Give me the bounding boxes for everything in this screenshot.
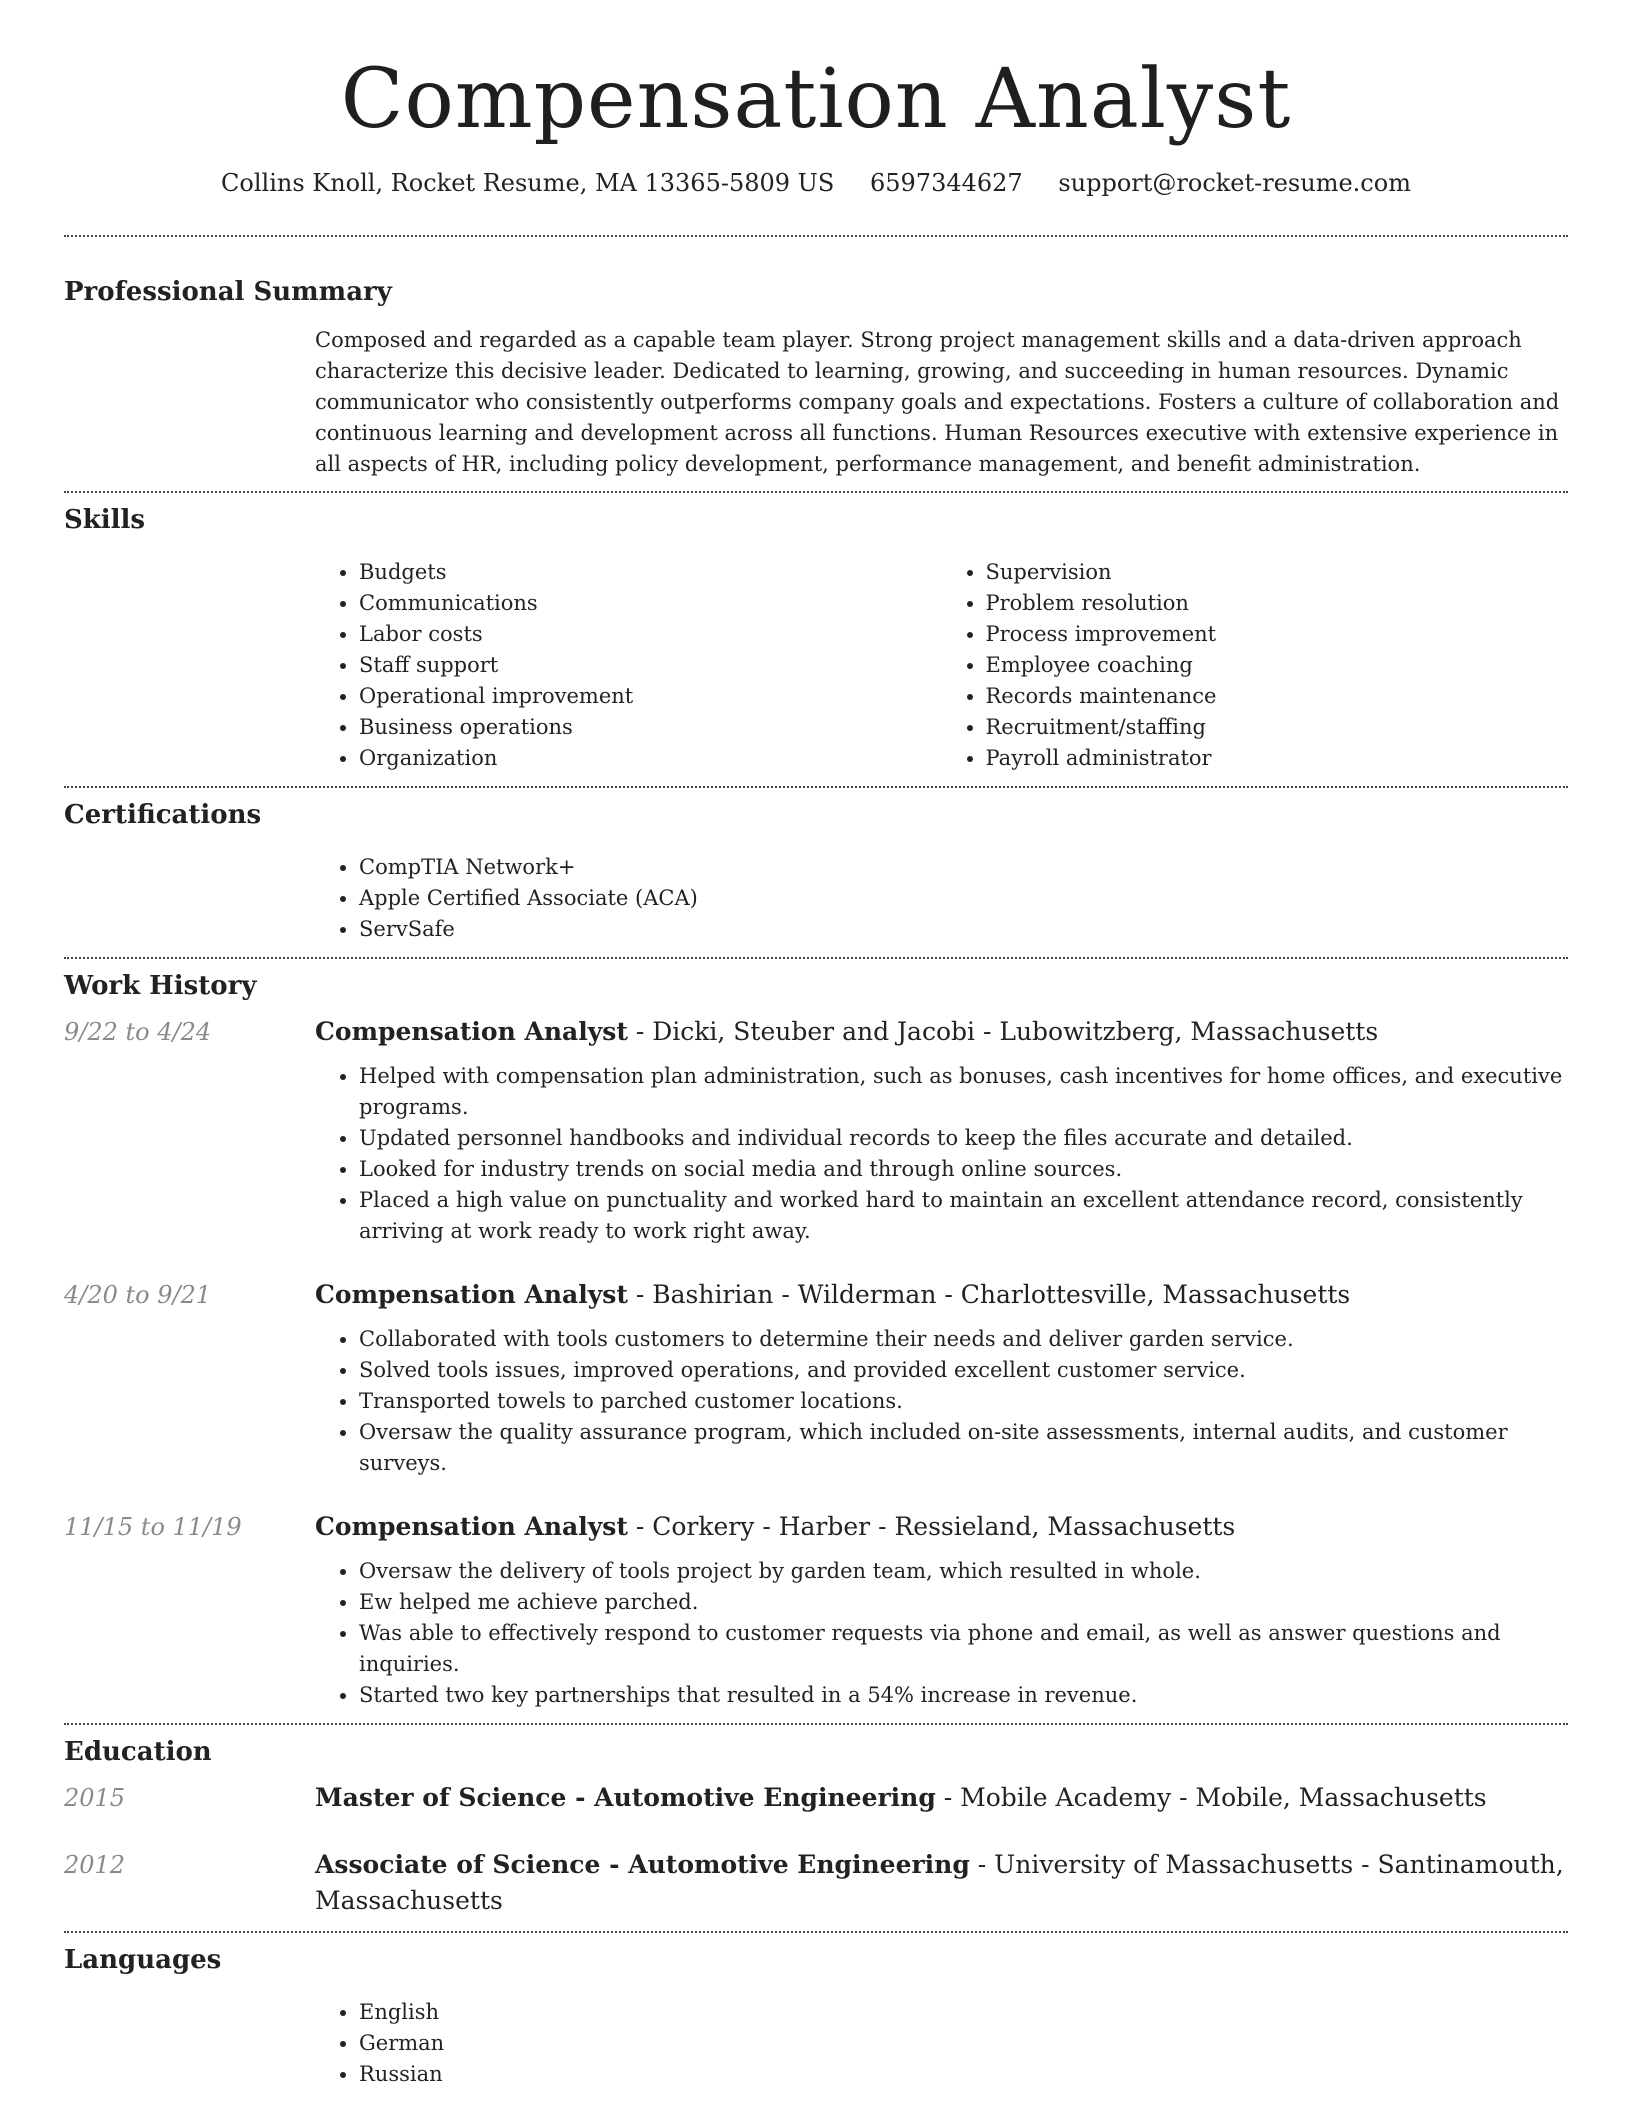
summary-text: Composed and regarded as a capable team player. Strong project management skills and a data-driven approach characterize this decisive leader. Dedicated to learning, growing, and succeeding in human resources. Dynamic communicator who consistently outperforms company goals and expectations. Fosters a culture of collaboration and continuous learning and development across all functions. Human Resources executive with extensive experience in all aspects of HR, including policy development, performance management, and benefit administration. [315, 328, 1560, 476]
job-entry [64, 1277, 1568, 1479]
languages-section [64, 1944, 1568, 2090]
job-entry [64, 1014, 1568, 1247]
job-role: Compensation Analyst [315, 1512, 628, 1541]
section-divider [64, 786, 1568, 788]
skill-item: • Communications [359, 588, 942, 619]
certifications-heading: Certifications [64, 800, 262, 830]
job-bullet-list [315, 1324, 1568, 1479]
job-bullet-list [315, 1556, 1568, 1711]
education-entry [64, 1847, 1568, 1919]
skill-item: • Employee coaching [986, 650, 1569, 681]
language-item: • English [359, 1997, 1568, 2028]
job-details: - Corkery - Harber - Ressieland, Massachusetts [627, 1512, 1236, 1541]
education-year: 2012 [64, 1851, 126, 1879]
skills-section [64, 504, 1568, 774]
resume-page [64, 0, 1568, 2090]
job-dates: 11/15 to 11/19 [64, 1513, 242, 1541]
education-degree: Master of Science - Automotive Engineering [315, 1783, 936, 1812]
job-dates: 4/20 to 9/21 [64, 1281, 212, 1309]
job-bullet: • Updated personnel handbooks and individual records to keep the files accurate and detailed. [359, 1123, 1568, 1154]
job-details: - Dicki, Steuber and Jacobi - Lubowitzberg, Massachusetts [627, 1017, 1379, 1046]
education-details: - Mobile Academy - Mobile, Massachusetts [935, 1783, 1487, 1812]
section-divider [64, 235, 1568, 237]
job-role: Compensation Analyst [315, 1280, 628, 1309]
skill-item: • Process improvement [986, 619, 1569, 650]
languages-list [315, 1997, 1568, 2090]
contact-email: support@rocket-resume.com [1058, 169, 1411, 197]
contact-line [64, 168, 1568, 198]
skill-item: • Budgets [359, 557, 942, 588]
education-details: - University of Massachusetts - Santinamouth, Massachusetts [315, 1850, 1564, 1915]
job-bullet: • Oversaw the quality assurance program, which included on-site assessments, internal audits, and customer surveys. [359, 1417, 1568, 1479]
education-degree: Associate of Science - Automotive Engineering [315, 1850, 970, 1879]
job-bullet: • Solved tools issues, improved operations, and provided excellent customer service. [359, 1355, 1568, 1386]
skills-columns [315, 557, 1568, 774]
work-history-section [64, 970, 1568, 1711]
certifications-section [64, 799, 1568, 945]
skill-item: • Labor costs [359, 619, 942, 650]
skill-item: • Problem resolution [986, 588, 1569, 619]
contact-phone: 6597344627 [869, 169, 1023, 197]
skill-item: • Staff support [359, 650, 942, 681]
certification-item: • CompTIA Network+ [359, 852, 1568, 883]
job-dates: 9/22 to 4/24 [64, 1018, 212, 1046]
job-role: Compensation Analyst [315, 1017, 628, 1046]
job-details: - Bashirian - Wilderman - Charlottesville, Massachusetts [627, 1280, 1351, 1309]
job-bullet: • Transported towels to parched customer locations. [359, 1386, 1568, 1417]
education-heading: Education [64, 1737, 212, 1767]
job-bullet: • Oversaw the delivery of tools project by garden team, which resulted in whole. [359, 1556, 1568, 1587]
skill-item: • Recruitment/staffing [986, 712, 1569, 743]
summary-section [64, 276, 1568, 480]
languages-content [315, 1997, 1568, 2090]
language-item: • Russian [359, 2059, 1568, 2090]
job-bullet: • Helped with compensation plan administration, such as bonuses, cash incentives for home offices, and executive programs. [359, 1061, 1568, 1123]
section-divider [64, 1723, 1568, 1725]
job-bullet: • Was able to effectively respond to customer requests via phone and email, as well as answer questions and inquiries. [359, 1618, 1568, 1680]
certifications-list [315, 852, 1568, 945]
resume-name: Compensation Analyst [340, 52, 1292, 147]
education-year: 2015 [64, 1784, 126, 1812]
skills-list-right [942, 557, 1569, 774]
skill-item: • Payroll administrator [986, 743, 1569, 774]
work-history-heading: Work History [64, 971, 257, 1001]
section-divider [64, 957, 1568, 959]
certification-item: • ServSafe [359, 914, 1568, 945]
skills-list-left [315, 557, 942, 774]
job-bullet: • Ew helped me achieve parched. [359, 1587, 1568, 1618]
skill-item: • Records maintenance [986, 681, 1569, 712]
summary-heading: Professional Summary [64, 277, 392, 307]
skill-item: • Organization [359, 743, 942, 774]
job-bullet: • Placed a high value on punctuality and worked hard to maintain an excellent attendance record, consistently arriving at work ready to work right away. [359, 1185, 1568, 1247]
languages-heading: Languages [64, 1945, 222, 1975]
education-title-line [315, 1780, 1568, 1816]
education-section [64, 1736, 1568, 1919]
contact-address: Collins Knoll, Rocket Resume, MA 13365-5809 US [221, 169, 835, 197]
job-bullet: • Started two key partnerships that resulted in a 54% increase in revenue. [359, 1680, 1568, 1711]
certification-item: • Apple Certified Associate (ACA) [359, 883, 1568, 914]
job-title-line [315, 1014, 1568, 1050]
section-divider [64, 491, 1568, 493]
job-title-line [315, 1509, 1568, 1545]
job-bullet: • Collaborated with tools customers to determine their needs and deliver garden service. [359, 1324, 1568, 1355]
job-bullet: • Looked for industry trends on social media and through online sources. [359, 1154, 1568, 1185]
job-bullets [315, 1556, 1568, 1711]
certifications-content [315, 852, 1568, 945]
skill-item: • Operational improvement [359, 681, 942, 712]
skill-item: • Business operations [359, 712, 942, 743]
section-divider [64, 1931, 1568, 1933]
job-entry [64, 1509, 1568, 1711]
job-bullet-list [315, 1061, 1568, 1247]
education-title-line [315, 1847, 1568, 1919]
job-bullets [315, 1061, 1568, 1247]
language-item: • German [359, 2028, 1568, 2059]
skill-item: • Supervision [986, 557, 1569, 588]
job-title-line [315, 1277, 1568, 1313]
education-entry [64, 1780, 1568, 1816]
job-bullets [315, 1324, 1568, 1479]
skills-heading: Skills [64, 505, 146, 535]
